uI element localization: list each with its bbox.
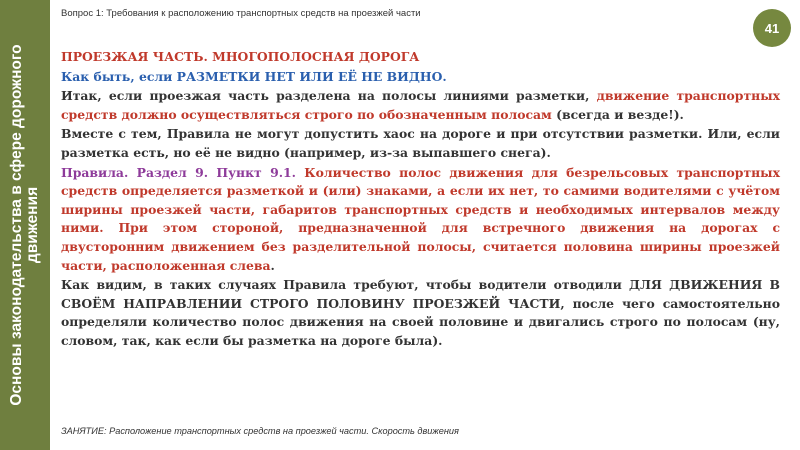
paragraph-1-highlight: движение транспортных средств должно осуществляться строго по обозначенным полосам <box>61 88 780 122</box>
sidebar <box>0 0 50 450</box>
slide-footer: ЗАНЯТИЕ: Расположение транспортных средств на проезжей части. Скорость движения <box>61 426 459 436</box>
sidebar-title: Основы законодательства в сфере дорожного движения <box>8 44 41 406</box>
paragraph-1 <box>61 87 780 124</box>
rules-reference: Правила. Раздел 9. Пункт 9.1. <box>61 164 296 180</box>
paragraph-3 <box>61 164 780 276</box>
paragraph-3-end: . <box>270 257 275 273</box>
paragraph-2: Вместе с тем, Правила не могут допустить хаос на дороге и при отсутствии разметки. Или, если разметка есть, но её не видно (например, из-за выпавшего снега). <box>61 126 780 160</box>
paragraph-4: Как видим, в таких случаях Правила требуют, чтобы водители отводили ДЛЯ ДВИЖЕНИЯ В СВОЁМ НАПРАВЛЕНИИ СТРОГО ПОЛОВИНУ ПРОЕЗЖЕЙ ЧАСТИ, после чего самостоятельно определяли количество полос движения на своей половине и двигались строго по полосам (ну, словом, так, как если бы разметка на дороге была). <box>61 277 780 348</box>
rules-text: Количество полос движения для безрельсовых транспортных средств определяется разметкой и (или) знаками, а если их нет, то самими водителями с учётом ширины проезжей части, габаритов транспортных средств и необходимых интервалов между ними. При этом стороной, предназначенной для встречного движения на дорогах с двусторонним движением без разделительной полосы, считается половина ширины проезжей части, расположенная слева <box>61 164 780 273</box>
slide-content <box>61 48 780 352</box>
paragraph-1-end: (всегда и везде!). <box>551 106 684 122</box>
content-subtitle: Как быть, если РАЗМЕТКИ НЕТ ИЛИ ЕЁ НЕ ВИДНО. <box>61 68 447 84</box>
paragraph-1-start: Итак, если проезжая часть разделена на полосы линиями разметки, <box>61 88 597 104</box>
slide-number-badge: 41 <box>753 9 791 47</box>
content-title: ПРОЕЗЖАЯ ЧАСТЬ. МНОГОПОЛОСНАЯ ДОРОГА <box>61 49 420 64</box>
slide-header: Вопрос 1: Требования к расположению транспортных средств на проезжей части <box>61 8 421 19</box>
